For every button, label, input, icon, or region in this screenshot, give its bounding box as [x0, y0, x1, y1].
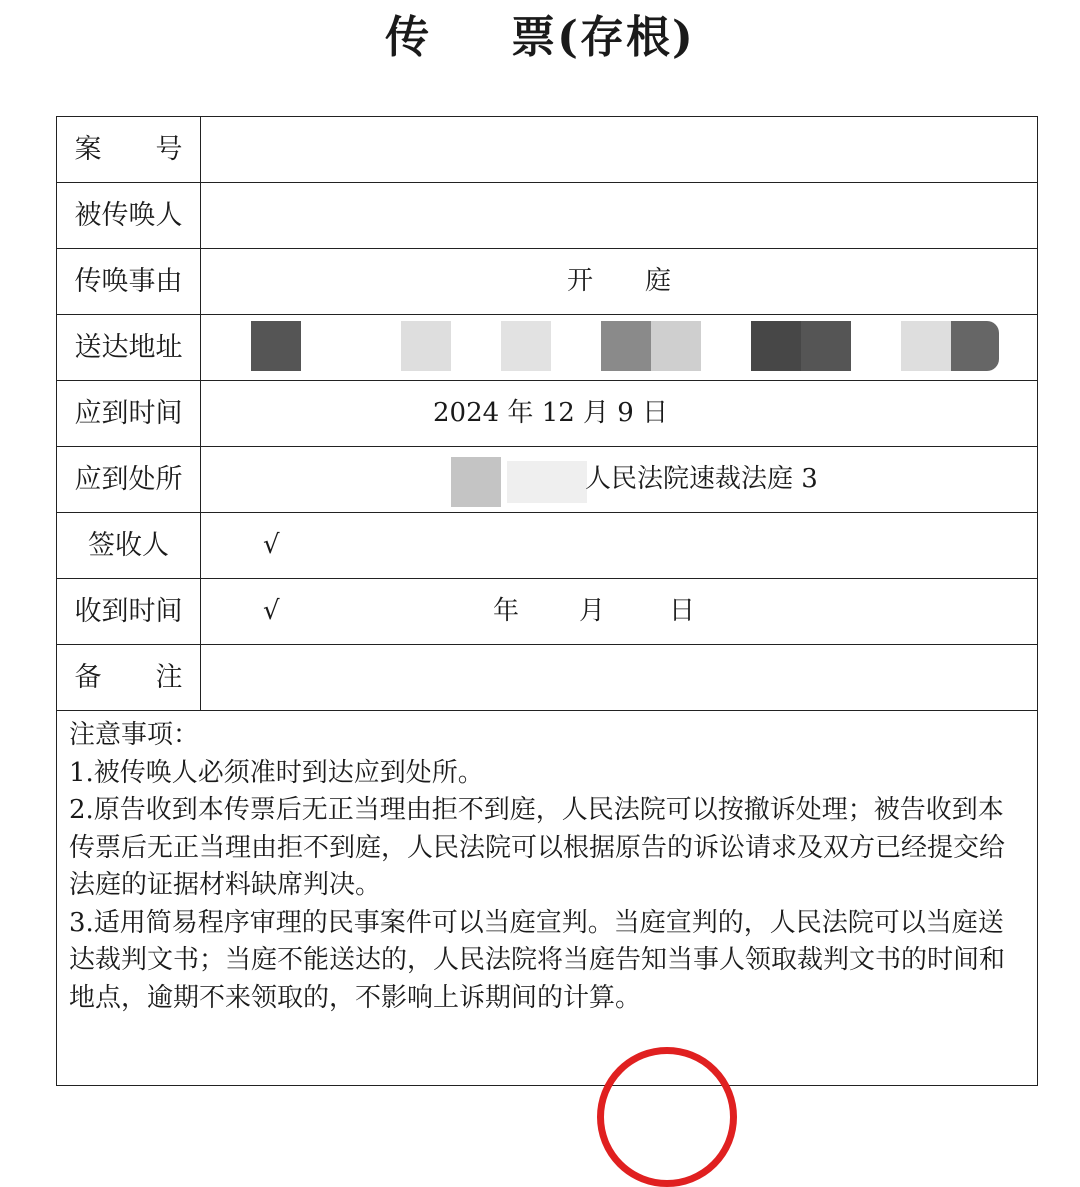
redaction-block	[251, 321, 301, 371]
notes-item-2: 2.原告收到本传票后无正当理由拒不到庭，人民法院可以按撤诉处理；被告收到本传票后无正当理由拒不到庭，人民法院可以根据原告的诉讼请求及双方已经提交给法庭的证据材料缺席判决。	[69, 795, 1006, 900]
label-case-number: 案 号	[57, 117, 201, 182]
label-reason: 传唤事由	[57, 249, 201, 314]
notes-item-1: 1.被传唤人必须准时到达应到处所。	[69, 757, 484, 788]
row-appear-place	[57, 447, 1037, 513]
title-part-1: 传	[385, 12, 432, 63]
value-signee: √	[263, 530, 280, 560]
value-appear-time: 2024 年 12 月 9 日	[433, 398, 669, 428]
row-case-number	[57, 117, 1037, 183]
row-signee	[57, 513, 1037, 579]
notes-heading: 注意事项：	[69, 720, 200, 750]
row-receipt-time	[57, 579, 1037, 645]
label-appear-place: 应到处所	[57, 447, 201, 512]
label-remarks: 备 注	[57, 645, 201, 710]
redaction-block	[651, 321, 701, 371]
redaction-block	[951, 321, 999, 371]
value-receipt-month: 月	[579, 596, 606, 626]
label-appear-time: 应到时间	[57, 381, 201, 446]
value-receipt-day: 日	[669, 596, 696, 626]
notes-item-3: 3.适用简易程序审理的民事案件可以当庭宣判。当庭宣判的，人民法院可以当庭送达裁判文书；当庭不能送达的，人民法院将当庭告知当事人领取裁判文书的时间和地点，逾期不来领取的，不影响上诉期间的计算。	[69, 907, 1006, 1013]
value-receipt-year: 年	[493, 596, 520, 626]
document-title	[0, 6, 1080, 70]
label-signee: 签收人	[57, 513, 201, 578]
row-remarks	[57, 645, 1037, 711]
redaction-block	[507, 461, 587, 503]
redaction-block	[401, 321, 451, 371]
redaction-block	[751, 321, 801, 371]
redaction-block	[451, 457, 501, 507]
value-appear-place: 人民法院速裁法庭 3	[585, 464, 818, 494]
redaction-block	[601, 321, 651, 371]
value-receipt-check: √	[263, 596, 280, 626]
label-receipt-time: 收到时间	[57, 579, 201, 644]
row-service-address	[57, 315, 1037, 381]
notes-section	[69, 717, 1029, 1017]
row-reason	[57, 249, 1037, 315]
label-service-address: 送达地址	[57, 315, 201, 380]
row-summoned-person	[57, 183, 1037, 249]
title-part-2: 票(存根)	[511, 12, 695, 63]
summons-form	[56, 116, 1038, 1086]
redaction-block	[801, 321, 851, 371]
court-seal	[597, 1047, 737, 1187]
row-appear-time	[57, 381, 1037, 447]
redaction-block	[901, 321, 951, 371]
value-reason: 开 庭	[567, 266, 672, 296]
label-summoned-person: 被传唤人	[57, 183, 201, 248]
redaction-block	[501, 321, 551, 371]
